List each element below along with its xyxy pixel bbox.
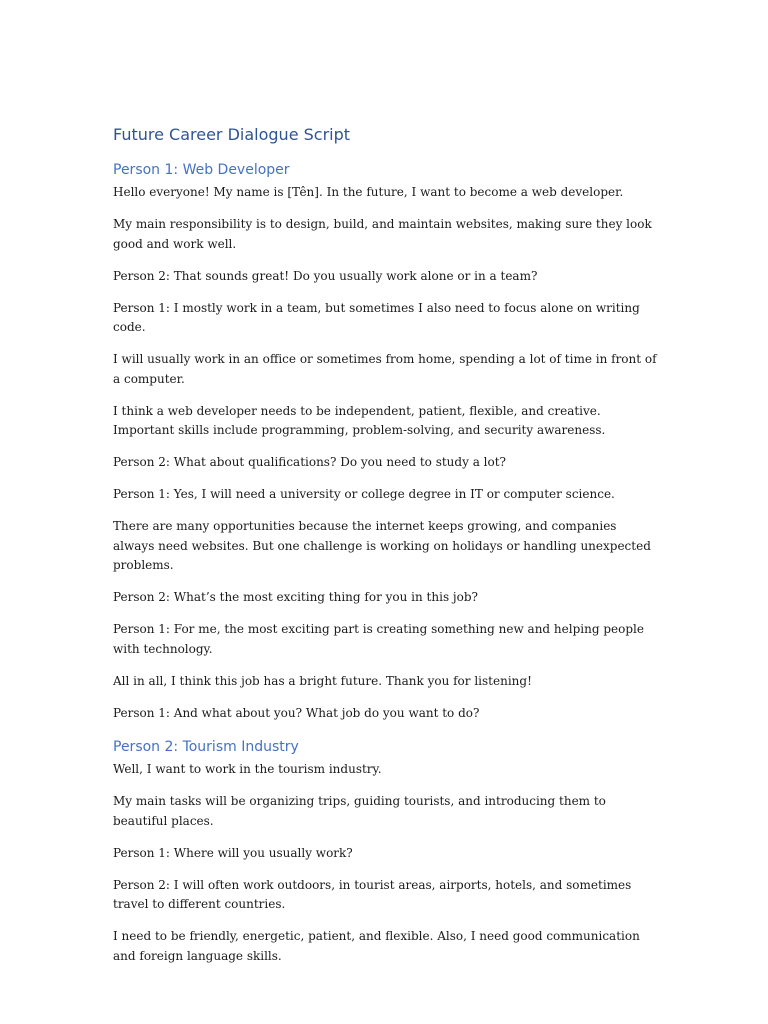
paragraph: Person 2: What about qualifications? Do you need to study a lot? bbox=[113, 455, 506, 469]
paragraph: Person 1: I mostly work in a team, but sometimes I also need to focus alone on writing code. bbox=[113, 300, 640, 334]
paragraph: Person 2: That sounds great! Do you usually work alone or in a team? bbox=[113, 268, 538, 283]
section-web-developer bbox=[113, 160, 658, 723]
paragraph: I need to be friendly, energetic, patient, and flexible. Also, I need good communication and foreign language skills. bbox=[113, 929, 640, 963]
paragraph: Person 2: I will often work outdoors, in tourist areas, airports, hotels, and sometimes travel to different countries. bbox=[113, 877, 632, 911]
paragraph: Well, I want to work in the tourism industry. bbox=[113, 762, 382, 776]
paragraph: My main responsibility is to design, build, and maintain websites, making sure they look good and work well. bbox=[113, 217, 652, 251]
paragraph: Person 1: Yes, I will need a university or college degree in IT or computer science. bbox=[113, 487, 615, 501]
document-body bbox=[113, 124, 658, 979]
paragraph: Person 1: For me, the most exciting part is creating something new and helping people with technology. bbox=[113, 622, 644, 656]
section-heading: Person 2: Tourism Industry bbox=[113, 739, 299, 755]
paragraph: There are many opportunities because the internet keeps growing, and companies always need websites. But one challenge is working on holidays or handling unexpected problems. bbox=[113, 519, 651, 572]
paragraph: All in all, I think this job has a bright future. Thank you for listening! bbox=[113, 673, 532, 688]
paragraph: Person 1: And what about you? What job do you want to do? bbox=[113, 705, 480, 720]
section-heading: Person 1: Web Developer bbox=[113, 162, 290, 178]
paragraph: Hello everyone! My name is [Tên]. In the future, I want to become a web developer. bbox=[113, 185, 624, 199]
paragraph: My main tasks will be organizing trips, guiding tourists, and introducing them to beautiful places. bbox=[113, 794, 606, 828]
paragraph: I will usually work in an office or sometimes from home, spending a lot of time in front of a computer. bbox=[113, 352, 657, 386]
document-title: Future Career Dialogue Script bbox=[113, 125, 351, 144]
section-tourism-industry bbox=[113, 737, 658, 966]
paragraph: Person 2: What’s the most exciting thing for you in this job? bbox=[113, 590, 478, 604]
paragraph: Person 1: Where will you usually work? bbox=[113, 845, 353, 860]
paragraph: I think a web developer needs to be independent, patient, flexible, and creative. Important skills include programming, problem-solving, and security awareness. bbox=[113, 403, 606, 437]
